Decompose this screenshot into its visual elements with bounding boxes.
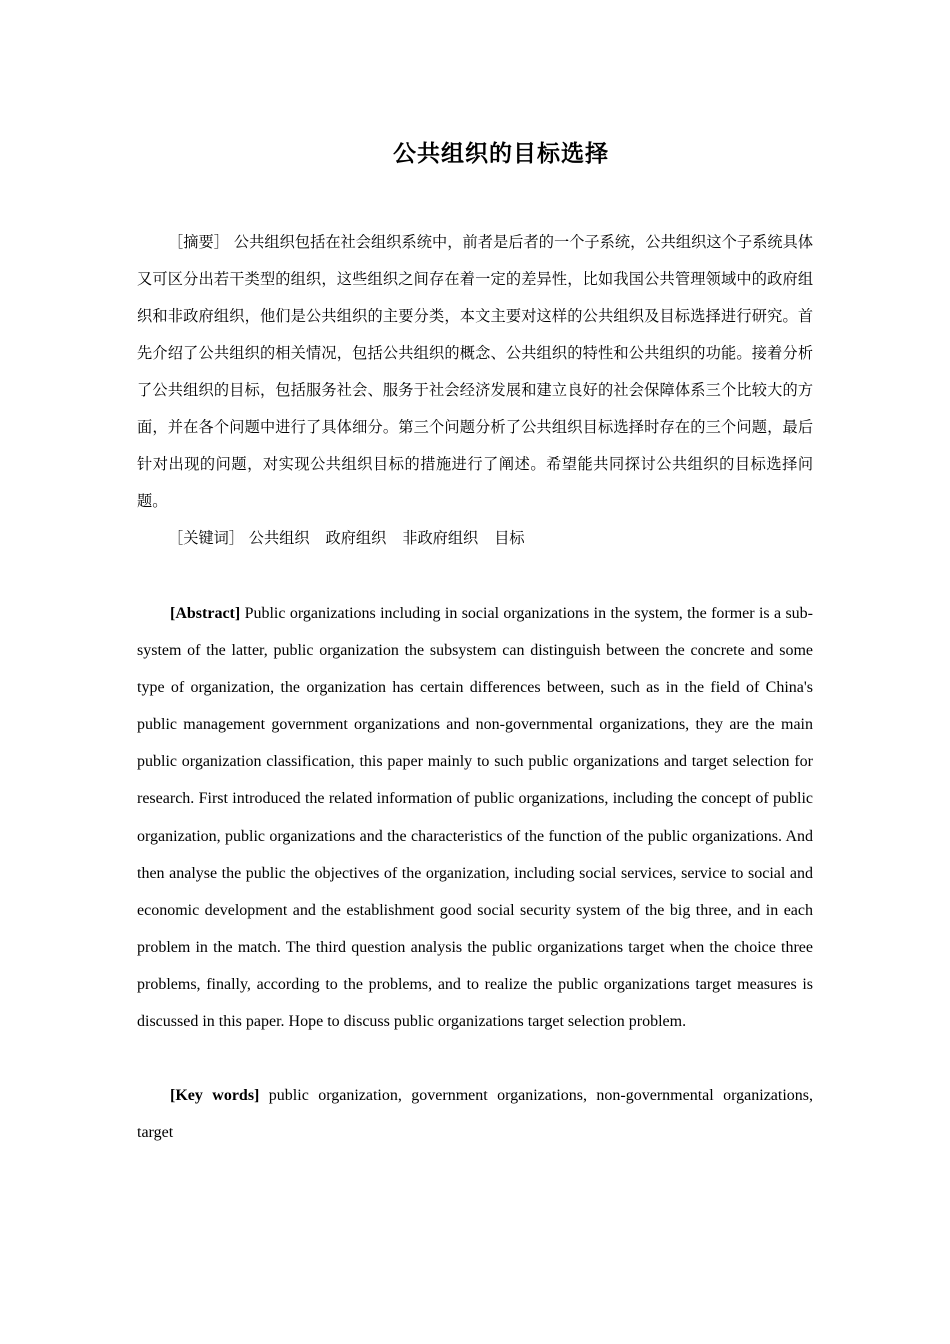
english-abstract-text: Public organizations including in social organizations in the system, the former is a sub-system of the latter, public organization the subsystem can distinguish between the concrete and some type of organization, the organization has certain differences between, such as in the field of China's public management government organizations and non-governmental organizations, they are the main public organization classification, this paper mainly to such public organizations and target selection for research. First introduced the related information of public organizations, including the concept of public organization, public organizations and the characteristics of the function of the public organizations. And then analyse the public the objectives of the organization, including social services, service to social and economic development and the establishment good social security system of the big three, and in each problem in the match. The third question analysis the public organizations target when the choice three problems, finally, according to the problems, and to realize the public organizations target measures is discussed in this paper. Hope to discuss public organizations target selection problem. — [137, 605, 814, 1031]
chinese-keyword: 目标 — [494, 529, 525, 547]
english-keywords-label: [Key words] — [170, 1087, 260, 1104]
chinese-keywords — [137, 520, 813, 557]
page-title: 公共组织的目标选择 — [393, 141, 609, 167]
english-abstract — [137, 595, 813, 1040]
english-keywords-text: public organization, government organizations, non-governmental organizations, target — [137, 1087, 814, 1142]
chinese-keyword: 公共组织 — [248, 529, 310, 547]
english-abstract-label: [Abstract] — [170, 605, 241, 622]
chinese-keyword: 非政府组织 — [402, 529, 479, 547]
chinese-abstract-label: ［摘要］ — [168, 233, 229, 251]
chinese-abstract — [137, 224, 813, 520]
chinese-abstract-text: 公共组织包括在社会组织系统中，前者是后者的一个子系统，公共组织这个子系统具体又可区分出若干类型的组织，这些组织之间存在着一定的差异性，比如我国公共管理领域中的政府组织和非政府组织，他们是公共组织的主要分类，本文主要对这样的公共组织及目标选择进行研究。首先介绍了公共组织的相关情况，包括公共组织的概念、公共组织的特性和公共组织的功能。接着分析了公共组织的目标，包括服务社会、服务于社会经济发展和建立良好的社会保障体系三个比较大的方面，并在各个问题中进行了具体细分。第三个问题分析了公共组织目标选择时存在的三个问题，最后针对出现的问题，对实现公共组织目标的措施进行了阐述。希望能共同探讨公共组织的目标选择问题。 — [137, 233, 814, 510]
english-keywords — [137, 1077, 813, 1151]
chinese-keywords-label: ［关键词］ — [168, 529, 244, 547]
chinese-keyword: 政府组织 — [325, 529, 387, 547]
